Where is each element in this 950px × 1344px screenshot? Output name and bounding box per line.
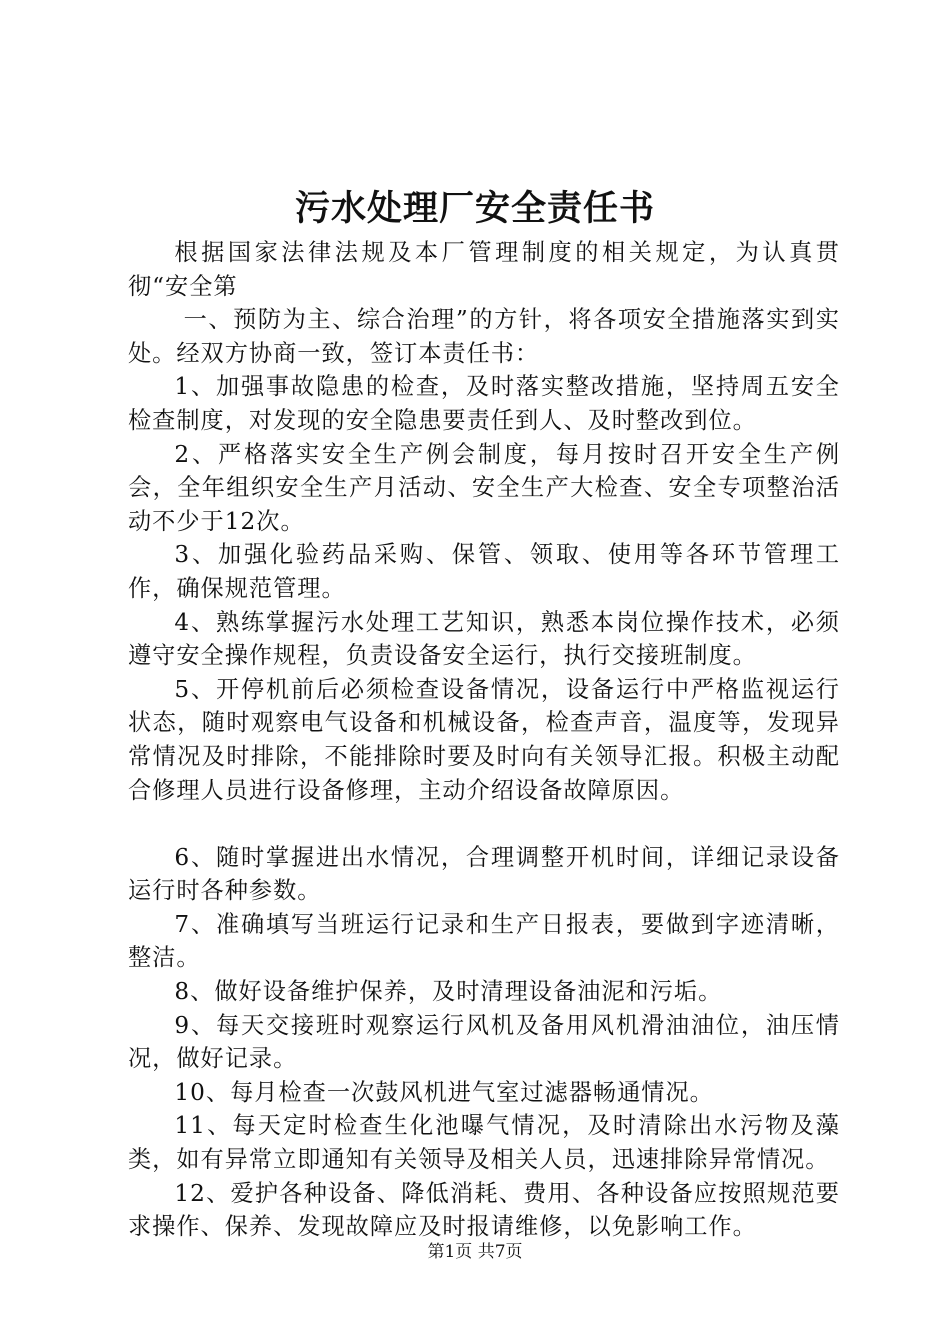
- document-body: [128, 236, 840, 1244]
- list-item: 1、加强事故隐患的检查，及时落实整改措施，坚持周五安全检查制度，对发现的安全隐患要责任到人、及时整改到位。: [128, 373, 840, 434]
- list-item: 10、每月检查一次鼓风机进气室过滤器畅通情况。: [174, 1078, 714, 1106]
- list-item: 6、随时掌握进出水情况，合理调整开机时间，详细记录设备运行时各种参数。: [128, 843, 840, 905]
- list-item: 4、熟练掌握污水处理工艺知识，熟悉本岗位操作技术，必须遵守安全操作规程，负责设备安全运行，执行交接班制度。: [128, 608, 840, 670]
- list-item: 7、准确填写当班运行记录和生产日报表，要做到字迹清晰，整洁。: [128, 910, 840, 972]
- list-item: 2、严格落实安全生产例会制度，每月按时召开安全生产例会，全年组织安全生产月活动、安全生产大检查、安全专项整治活动不少于12次。: [128, 440, 840, 535]
- page-number-footer: 第1页 共7页: [427, 1242, 523, 1262]
- intro-paragraph: 根据国家法律法规及本厂管理制度的相关规定，为认真贯彻“安全第: [128, 239, 840, 300]
- paragraph-gap: [128, 807, 840, 841]
- document-title: 污水处理厂安全责任书: [294, 188, 655, 229]
- list-item: 5、开停机前后必须检查设备情况，设备运行中严格监视运行状态，随时观察电气设备和机械设备，检查声音，温度等，发现异常情况及时排除，不能排除时要及时向有关领导汇报。积极主动配合修理人员进行设备修理，主动介绍设备故障原因。: [128, 675, 840, 804]
- list-item: 12、爱护各种设备、降低消耗、费用、各种设备应按照规范要求操作、保养、发现故障应及时报请维修，以免影响工作。: [128, 1179, 840, 1241]
- intro-paragraph-continued: 一、预防为主、综合治理”的方针，将各项安全措施落实到实处。经双方协商一致，签订本责任书：: [128, 306, 840, 367]
- list-item: 9、每天交接班时观察运行风机及备用风机滑油油位，油压情况，做好记录。: [128, 1011, 840, 1073]
- list-item: 8、做好设备维护保养，及时清理设备油泥和污垢。: [174, 978, 723, 1006]
- list-item: 3、加强化验药品采购、保管、领取、使用等各环节管理工作，确保规范管理。: [128, 541, 840, 602]
- list-item: 11、每天定时检查生化池曝气情况，及时清除出水污物及藻类，如有异常立即通知有关领导及相关人员，迅速排除异常情况。: [128, 1112, 840, 1174]
